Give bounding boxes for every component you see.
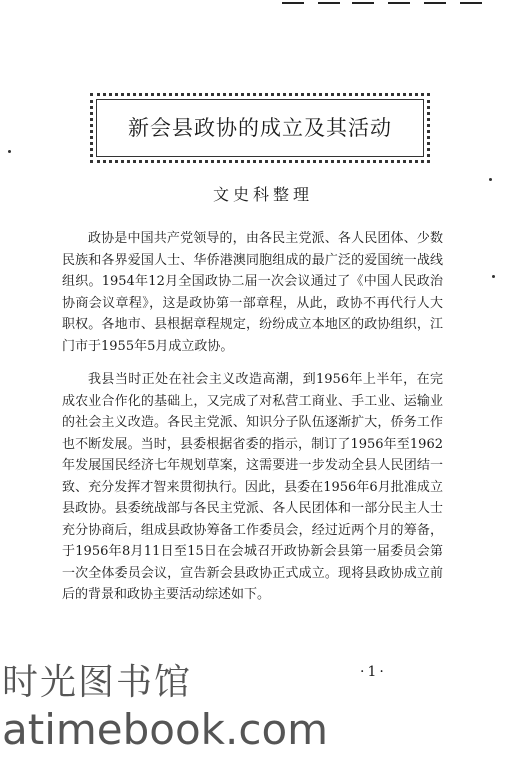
header-rule xyxy=(388,2,410,4)
header-rule xyxy=(352,2,374,4)
header-rule xyxy=(424,2,446,4)
paragraph: 我县当时正处在社会主义改造高潮，到1956年上半年，在完成农业合作化的基础上，又完成了对私营工商业、手工业、运输业的社会主义改造。各民主党派、知识分子队伍逐渐扩大，侨务工作也不断发展。当时，县委根据省委的指示，制订了1956年至1962年发展国民经济七年规划草案，这需要进一步发动全县人民团结一致、充分发挥才智来贯彻执行。因此，县委在1956年6月批准成立县政协。县委统战部与各民主党派、各人民团体和一部分民主人士充分协商后，组成县政协筹备工作委员会，经过近两个月的筹备，于1956年8月11日至15日在会城召开政协新会县第一届委员会第一次全体委员会议，宣告新会县政协正式成立。现将县政协成立前后的背景和政协主要活动综述如下。 xyxy=(62,372,443,602)
header-rule xyxy=(282,2,304,4)
watermark-url: atimebook.com xyxy=(2,705,329,754)
watermark-title: 时光图书馆 xyxy=(2,662,193,703)
scan-speck xyxy=(8,150,11,153)
scan-speck xyxy=(489,178,492,181)
header-rule xyxy=(318,2,340,4)
article-author: 文史科整理 xyxy=(212,185,313,204)
scan-speck xyxy=(492,275,495,278)
article-title: 新会县政协的成立及其活动 xyxy=(128,116,392,140)
paragraph: 政协是中国共产党领导的，由各民主党派、各人民团体、少数民族和各界爱国人士、华侨港澳同胞组成的最广泛的爱国统一战线组织。1954年12月全国政协二届一次会议通过了《中国人民政治协商会议章程》，这是政协第一部章程，从此，政协不再代行人大职权。各地市、县根据章程规定，纷纷成立本地区的政协组织，江门市于1955年5月成立政协。 xyxy=(62,231,443,354)
header-rule xyxy=(460,2,482,4)
page-number: ·1· xyxy=(360,664,387,680)
